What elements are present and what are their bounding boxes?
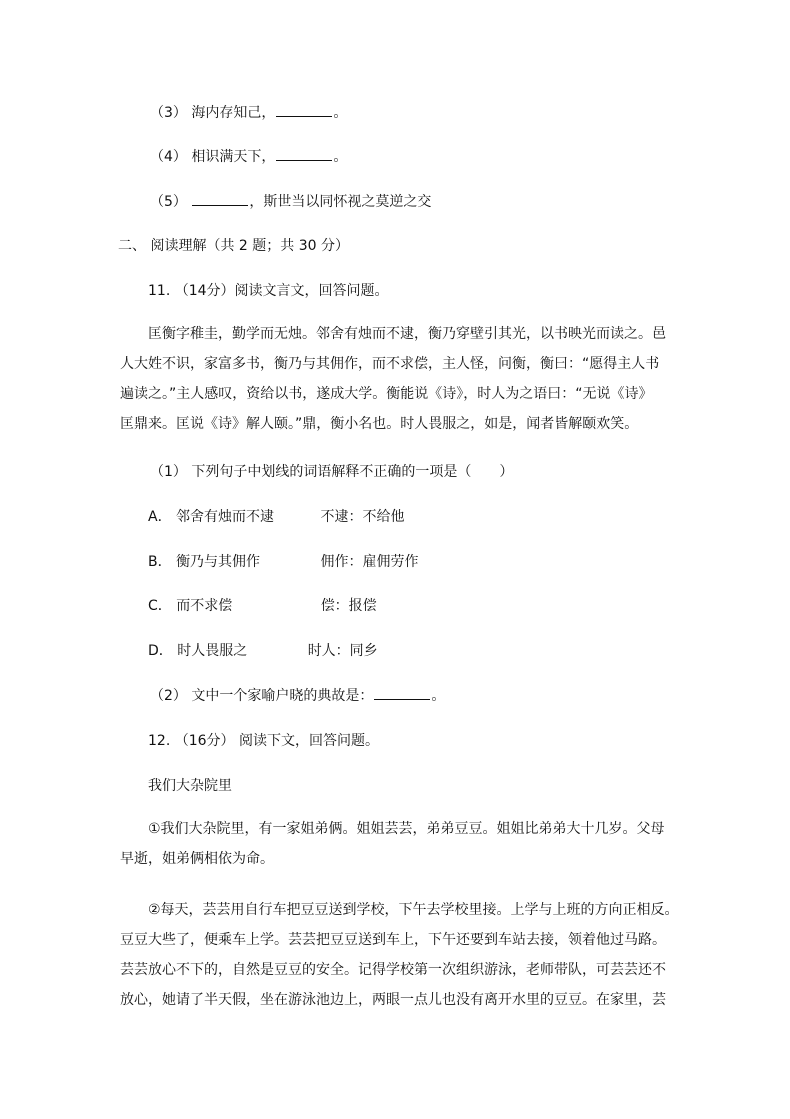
option-gloss: 偿：报偿 [320, 598, 377, 614]
item-4-label: （4） [150, 149, 187, 165]
item-3-end: 。 [333, 105, 348, 121]
option-gloss: 不逮：不给他 [320, 509, 405, 525]
question-11-sub-1: （1） 下列句子中划线的词语解释不正确的一项是（ ） [150, 464, 514, 480]
article-paragraph-1 [120, 814, 680, 874]
article-title: 我们大杂院里 [148, 778, 232, 794]
item-3-label: （3） [150, 105, 187, 121]
item-4 [150, 147, 347, 167]
item-4-blank[interactable] [276, 148, 332, 161]
item-5-label: （5） [150, 194, 187, 210]
option-phrase: 衡乃与其佣作 [176, 554, 261, 570]
passage-line: 遍读之。”主人感叹，资给以书，遂成大学。衡能说《诗》，时人为之语曰：“无说《诗》 [120, 386, 653, 402]
paragraph-line: 豆豆大些了，便乘车上学。芸芸把豆豆送到车上，下午还要到车站去接，领着他过马路。 [120, 932, 666, 948]
question-12-header: 12. （16分） 阅读下文，回答问题。 [148, 733, 379, 749]
passage-line: 人大姓不识，家富多书，衡乃与其佣作，而不求偿，主人怪，问衡，衡曰：“愿得主人书 [120, 356, 660, 372]
option-gloss: 佣作：雇佣劳作 [320, 554, 419, 570]
option-gloss: 时人：同乡 [307, 643, 378, 659]
item-4-end: 。 [333, 149, 348, 165]
sub-2-end: 。 [431, 688, 446, 704]
question-11-header: 11. （14分）阅读文言文，回答问题。 [148, 283, 389, 299]
question-11-passage [120, 319, 680, 439]
item-3-text: 海内存知己， [191, 105, 276, 121]
paragraph-line: 芸芸放心不下的，自然是豆豆的安全。记得学校第一次组织游泳，老师带队，可芸芸还不 [120, 962, 666, 978]
paragraph-line: ①我们大杂院里，有一家姐弟俩。姐姐芸芸，弟弟豆豆。姐姐比弟弟大十几岁。父母 [148, 821, 665, 837]
item-4-text: 相识满天下， [191, 149, 276, 165]
passage-line: 匡衡字稚圭，勤学而无烛。邻舍有烛而不逮，衡乃穿壁引其光，以书映光而读之。邑 [148, 326, 666, 342]
paragraph-line: 早逝，姐弟俩相依为命。 [120, 851, 274, 867]
sub-2-text: （2） 文中一个家喻户晓的典故是： [150, 688, 374, 704]
item-5-blank[interactable] [192, 193, 248, 206]
option-phrase: 时人畏服之 [177, 643, 248, 659]
item-3-blank[interactable] [276, 104, 332, 117]
option-c[interactable] [148, 596, 377, 616]
option-letter: B． [148, 554, 172, 570]
section-2-title: 二、 阅读理解（共 2 题；共 30 分） [118, 238, 349, 254]
question-11-sub-2 [150, 686, 445, 706]
item-5 [150, 192, 431, 212]
option-letter: D． [148, 643, 173, 659]
article-paragraph-2 [120, 895, 680, 1015]
option-letter: A． [148, 509, 172, 525]
option-a[interactable] [148, 507, 404, 527]
item-3 [150, 103, 347, 123]
paragraph-line: 放心，她请了半天假，坐在游泳池边上，两眼一点儿也没有离开水里的豆豆。在家里，芸 [120, 992, 666, 1008]
option-d[interactable] [148, 641, 378, 661]
option-phrase: 邻舍有烛而不逮 [176, 509, 275, 525]
item-5-text: ，斯世当以同怀视之莫逆之交 [249, 194, 432, 210]
paragraph-line: ②每天，芸芸用自行车把豆豆送到学校，下午去学校里接。上学与上班的方向正相反。 [148, 902, 679, 918]
sub-2-blank[interactable] [374, 687, 430, 700]
option-b[interactable] [148, 552, 419, 572]
passage-line: 匡鼎来。匡说《诗》解人颐。”鼎，衡小名也。时人畏服之，如是，闻者皆解颐欢笑。 [120, 416, 639, 432]
option-phrase: 而不求偿 [176, 598, 233, 614]
option-letter: C． [148, 598, 172, 614]
